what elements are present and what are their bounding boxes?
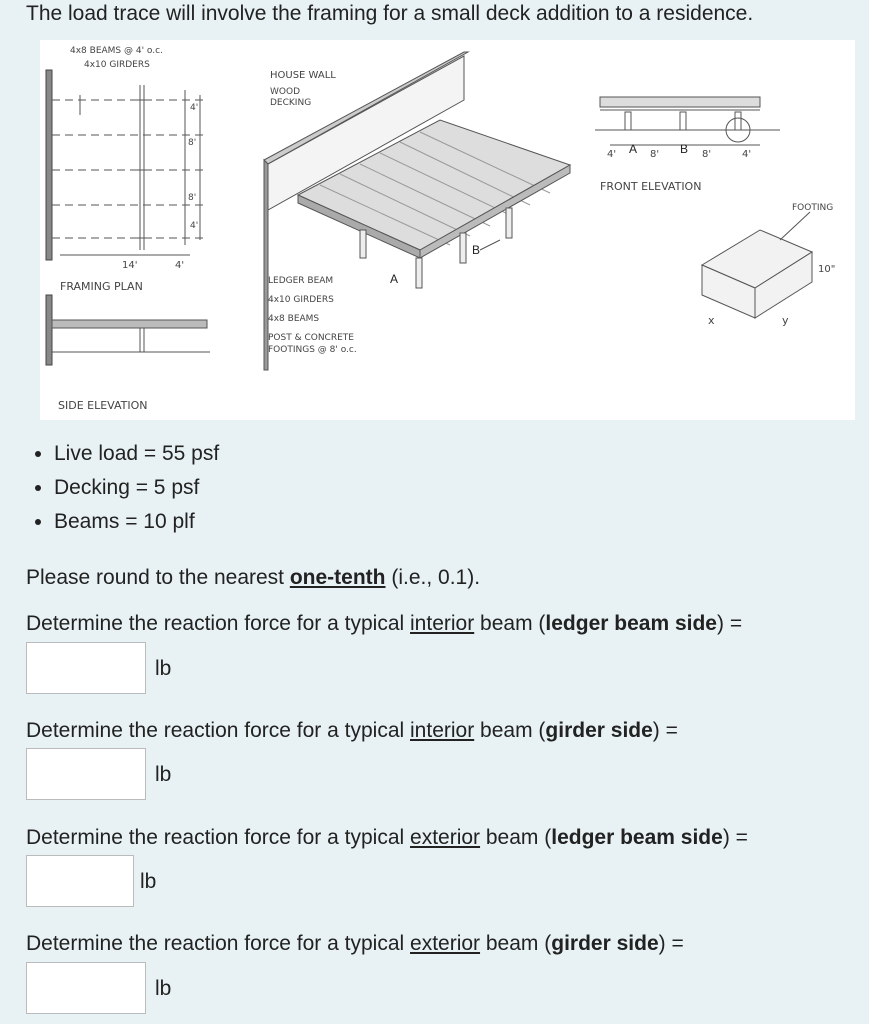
unit-3: lb [140,870,157,893]
framing-plan-title: FRAMING PLAN [60,280,143,293]
q1-post: ) = [717,612,743,635]
unit-4: lb [155,977,172,1000]
post-label: POST & CONCRETE [268,333,354,343]
q3-pre: Determine the reaction force for a typical [26,826,411,849]
front-dim-4: 4' [742,149,752,160]
q2-kind: interior [410,719,475,742]
footings-label: FOOTINGS @ 8' o.c. [268,345,357,355]
answer-input-4[interactable] [26,962,146,1014]
decking-load: • Decking = 5 psf [54,471,219,505]
side-elevation-title: SIDE ELEVATION [58,399,148,412]
q1-mid: beam ( [474,612,546,635]
q1-pre: Determine the reaction force for a typical [26,612,411,635]
q4-pre: Determine the reaction force for a typical [26,932,411,955]
house-wall-label: HOUSE WALL [270,70,336,81]
footing-depth: 10" [818,264,836,275]
plan-note-beams: 4x8 BEAMS @ 4' o.c. [70,46,163,56]
decking-label: DECKING [270,98,312,108]
q2-side: girder side [545,719,653,742]
q3-post: ) = [722,826,748,849]
footing-x: x [708,314,715,327]
plan-dim-8b: 8' [188,193,197,203]
q2-mid: beam ( [474,719,546,742]
q2-post: ) = [652,719,678,742]
q4-side: girder side [551,932,659,955]
ledger-beam-label: LEDGER BEAM [268,276,334,286]
front-dim-3: 8' [702,149,712,160]
footing-block [702,212,812,318]
front-label-b: B [680,142,689,156]
beams-load: • Beams = 10 plf [54,505,219,539]
front-label-a: A [629,142,638,156]
beams-label: 4x8 BEAMS [268,314,320,324]
side-elevation [46,295,210,365]
plan-dim-8a: 8' [188,138,197,148]
rounding-pre: Please round to the nearest [26,566,290,589]
front-elevation-title: FRONT ELEVATION [600,180,702,193]
label-a: A [390,272,399,286]
unit-2: lb [155,763,172,786]
footing-y: y [782,314,789,327]
q1-side: ledger beam side [545,612,717,635]
front-dim-2: 8' [650,149,660,160]
plan-dim-4: 4' [175,260,185,271]
rounding-post: (i.e., 0.1). [385,566,481,589]
plan-dim-4b: 4' [190,221,199,231]
q3-mid: beam ( [480,826,552,849]
question-4 [26,932,684,956]
question-3 [26,826,748,850]
load-list [28,437,219,539]
girders-label: 4x10 GIRDERS [268,295,334,305]
plan-note-girders: 4x10 GIRDERS [84,60,150,70]
question-2 [26,719,678,743]
q1-kind: interior [410,612,475,635]
footing-title: FOOTING [792,203,834,213]
framing-plan [46,70,205,260]
plan-dim-4a: 4' [190,103,199,113]
q3-kind: exterior [410,826,481,849]
rounding-emph: one-tenth [289,566,386,589]
label-b: B [472,243,481,257]
deck-framing-figure [40,40,855,420]
front-elevation [595,97,780,145]
question-1 [26,612,742,636]
live-load: • Live load = 55 psf [54,437,219,471]
q4-kind: exterior [410,932,481,955]
answer-input-2[interactable] [26,748,146,800]
q3-side: ledger beam side [551,826,723,849]
q4-mid: beam ( [480,932,552,955]
unit-1: lb [155,657,172,680]
answer-input-3[interactable] [26,855,134,907]
rounding-instruction [26,566,480,590]
wood-label: WOOD [270,87,300,97]
intro-text: The load trace will involve the framing for a small deck addition to a residence. [26,2,754,25]
q4-post: ) = [658,932,684,955]
q2-pre: Determine the reaction force for a typical [26,719,411,742]
deck-framing-drawing [40,40,855,420]
front-dim-1: 4' [607,149,617,160]
plan-dim-14: 14' [122,260,138,271]
answer-input-1[interactable] [26,642,146,694]
